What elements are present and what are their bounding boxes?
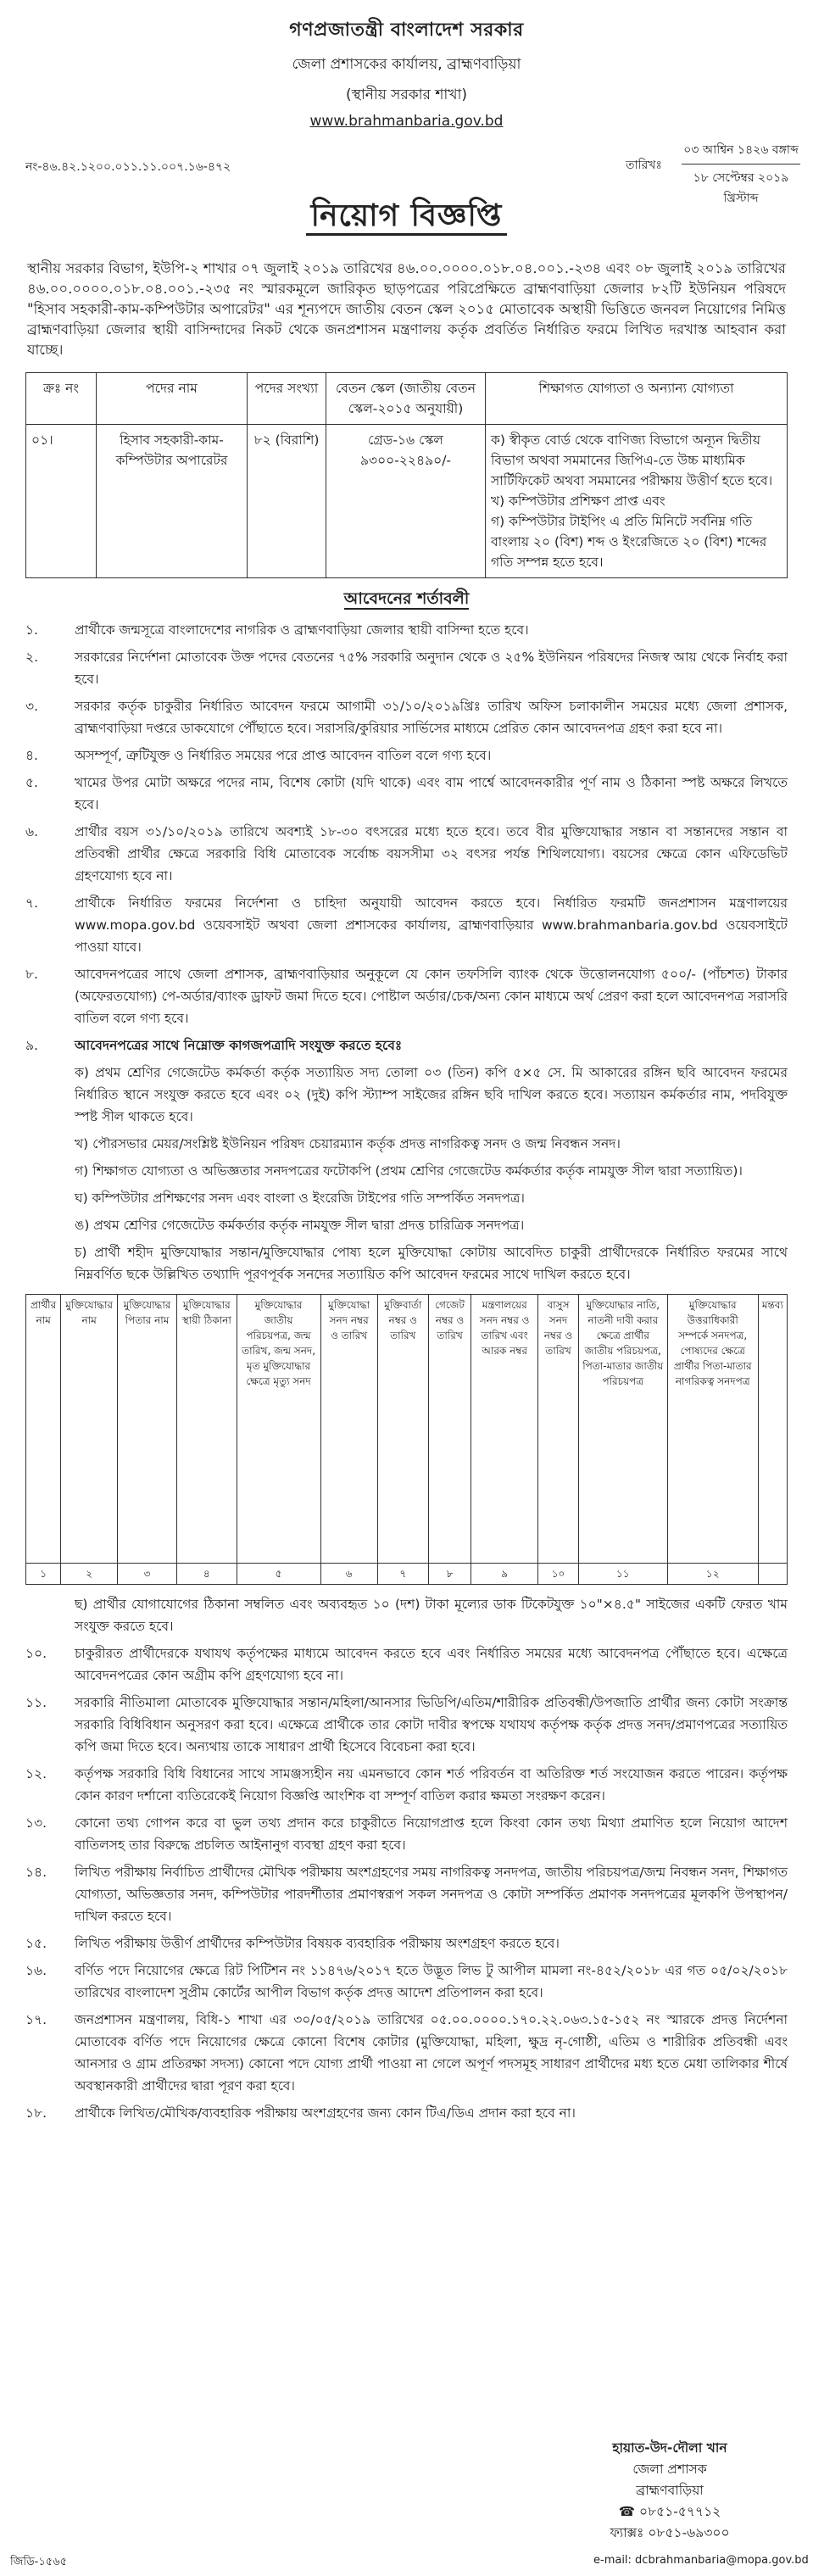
condition-item: ৮. আবেদনপত্রের সাথে জেলা প্রশাসক, ব্রাহ্মণবাড়িয়ার অনুকূলে যে কোন তফসিলি ব্যাংক থেকে উত্তোলনযোগ্য ৫০০/- (পাঁচশত) টাকার (অফেরতযোগ্য) পে-অর্ডার/ব্যাংক ড্রাফট জমা দিতে হবে। পোষ্টাল অর্ডার/চেক/অন্য কোন মাধ্যমে অর্থ প্রেরণ করা হলে আবেদনপত্র সরাসরি বাতিল বলে গণ্য হবে। — [25, 967, 788, 1026]
quota-num: ৭ — [377, 1564, 428, 1585]
quota-num: ১২ — [667, 1564, 758, 1585]
office-website-link[interactable]: www.brahmanbaria.gov.bd — [309, 113, 504, 130]
fax-number: ফ্যাক্সঃ ০৮৫১-৬৯৩০০ — [610, 2525, 730, 2540]
serial-cell: ০১। — [26, 425, 97, 578]
memo-row — [25, 137, 799, 205]
memo-number: নং-৪৬.৪২.১২০০.০১১.১১.০০৭.১৬-৪৭২ — [25, 160, 231, 174]
condition-item: ৫. খামের উপর মোটা অক্ষরে পদের নাম, বিশেষ কোটা (যদি থাকে) এবং বাম পার্শ্বে আবেদনকারীর পূর্ণ নাম ও ঠিকানা স্পষ্ট অক্ষরে লিখতে হবে। — [25, 775, 788, 812]
quota-col: মুক্তিযোদ্ধার নাম — [61, 1295, 118, 1564]
quota-col: বাসুস সনদ নম্বর ও তারিখ — [538, 1295, 579, 1564]
condition-item: ১৬. বর্ণিত পদে নিয়োগের ক্ষেত্রে রিট পিটিশন নং ১১৪৭৬/২০১৭ হতে উদ্ভূত লিভ টু আপীল মামলা নং-৪৫২/২০১৮ এর গত ০৫/০২/২০১৮ তারিখের বাংলাদেশ সুপ্রীম কোর্টের আপীল বিভাগ কর্তৃক প্রদত্ত আদেশ প্রতিপালন করা হবে। — [25, 1963, 788, 2000]
attachment-item: চ) প্রার্থী শহীদ মুক্তিযোদ্ধার সন্তান/মুক্তিযোদ্ধার পোষ্য হলে মুক্তিযোদ্ধা কোটায় আবেদিত চাকুরী প্রার্থীদেরকে নির্ধারিত ফরমের সাথে নিম্নবর্ণিত ছকে উল্লিখিত তথ্যাদি পূরণপূর্বক সনদের সত্যায়িত কপি আবেদন ফরমের সাথে দাখিল করতে হবে। — [75, 1245, 788, 1282]
quota-num: ১১ — [578, 1564, 667, 1585]
scale-cell: গ্রেড-১৬ স্কেল ৯৩০০-২২৪৯০/- — [326, 425, 486, 578]
quota-num-empty — [758, 1564, 787, 1585]
count-cell: ৮২ (বিরাশি) — [248, 425, 326, 578]
quota-num: ৯ — [471, 1564, 538, 1585]
signatory-name: হায়াত-উদ-দৌলা খান — [612, 2440, 727, 2456]
office-name: জেলা প্রশাসকের কার্যালয়, ব্রাহ্মণবাড়িয়া — [292, 56, 521, 73]
condition-item: ১৪. লিখিত পরীক্ষায় নির্বাচিত প্রার্থীদের মৌখিক পরীক্ষায় অংশগ্রহণের সময় নাগরিকত্ব সনদপত্র, জাতীয় পরিচয়পত্র/জন্ম নিবন্ধন সনদ, শিক্ষাগত যোগ্যতা, অভিজ্ঞতার সনদ, কম্পিউটার পারদর্শীতার প্রমাণস্বরূপ সকল সনদপত্র ও কোটা সম্পর্কিত প্রমাণক সনদপত্রের মূলকপি উপস্থাপন/দাখিল করতে হবে। — [25, 1865, 788, 1924]
quota-col: মুক্তিযোদ্ধা সনদ নম্বর ও তারিখ — [320, 1295, 377, 1564]
qualification-b: খ) কম্পিউটার প্রশিক্ষণ প্রাপ্ত এবং — [491, 493, 665, 509]
date-bangla: ০৩ আশ্বিন ১৪২৬ বঙ্গাব্দ — [682, 137, 800, 164]
quota-num: ১০ — [538, 1564, 579, 1585]
condition-item: ২. সরকারের নির্দেশনা মোতাবেক উক্ত পদের বেতনের ৭৫% সরকারি অনুদান থেকে ও ২৫% ইউনিয়ন পরিষদের নিজস্ব আয় থেকে নির্বাহ করা হবে। — [25, 650, 788, 687]
attachment-item: ঘ) কম্পিউটার প্রশিক্ষণের সনদ এবং বাংলা ও ইংরেজি টাইপের গতি সম্পর্কিত সনদপত্র। — [75, 1190, 525, 1206]
quota-col: মুক্তিযোদ্ধার স্থায়ী ঠিকানা — [177, 1295, 237, 1564]
quota-col: মুক্তিযোদ্ধার উত্তরাধিকারী সম্পর্কে সনদপত্র, পোষ্যদের ক্ষেত্রে প্রার্থীর পিতা-মাতার নাগরিকত্ব সনদপত্র — [667, 1295, 758, 1564]
vacancy-table-header — [26, 373, 788, 425]
quota-col: মুক্তিযোদ্ধার জাতীয় পরিচয়পত্র, জন্ম তারিখ, জন্ম সনদ, মৃত মুক্তিযোদ্ধার ক্ষেত্রে মৃত্যু সনদ — [237, 1295, 320, 1564]
branch-name: (স্থানীয় সরকার শাখা) — [345, 86, 468, 103]
quota-num: ১ — [26, 1564, 61, 1585]
quota-col: মন্তব্য — [758, 1295, 787, 1564]
attachment-item: ঙ) প্রথম শ্রেণির গেজেটেড কর্মকর্তার কর্তৃক নামযুক্ত সীল দ্বারা প্রদত্ত চারিত্রিক সনদপত্র। — [75, 1218, 525, 1233]
date-english: ১৮ সেপ্টেম্বর ২০১৯ খ্রিস্টাব্দ — [693, 171, 789, 205]
quota-col: মন্ত্রণালয়ের সনদ নম্বর ও তারিখ এবং আরক নম্বর — [471, 1295, 538, 1564]
condition-item: ১৫. লিখিত পরীক্ষায় উত্তীর্ণ প্রার্থীদের কম্পিউটার বিষয়ক ব্যবহারিক পরীক্ষায় অংশগ্রহণ করতে হবে। — [25, 1936, 560, 1951]
freedom-fighter-quota-table — [25, 1294, 788, 1585]
quota-number-row — [26, 1564, 788, 1585]
qualification-c: গ) কম্পিউটার টাইপিং এ প্রতি মিনিটে সর্বনিম্ন গতি বাংলায় ২০ (বিশ) শব্দ ও ইংরেজিতে ২০ (বিশ) শব্দের গতি সম্পন্ন হতে হবে। — [491, 514, 767, 570]
condition-item: ১০. চাকুরীরত প্রার্থীদেরকে যথাযথ কর্তৃপক্ষের মাধ্যমে আবেদন করতে হবে এবং নির্ধারিত সময়ের মধ্যে আবেদনপত্র পৌঁছাতে হবে। এক্ষেত্রে আবেদনপত্রের কোন অগ্রীম কপি গ্রহণযোগ্য হবে না। — [25, 1646, 788, 1683]
phone-number: ☎ ০৮৫১-৫৭৭১২ — [618, 2504, 721, 2519]
condition-item: ১. প্রার্থীকে জন্মসূত্রে বাংলাদেশের নাগরিক ও ব্রাহ্মণবাড়িয়া জেলার স্থায়ী বাসিন্দা হতে হবে। — [25, 622, 529, 638]
attachment-item: ক) প্রথম শ্রেণির গেজেটেড কর্মকর্তা কর্তৃক সত্যায়িত সদ্য তোলা ০৩ (তিন) কপি ৫×৫ সে. মি আকারের রঙ্গিন ছবি আবেদন ফরমের নির্ধারিত স্থানে সংযুক্ত করতে হবে এবং ০২ (দুই) কপি স্ট্যাম্প সাইজের রঙ্গিন ছবি দাখিল করতে হবে। সত্যায়ন কর্মকর্তার নাম, পদবিযুক্ত স্পষ্ট সীল থাকতে হবে। — [75, 1065, 788, 1124]
date-box — [682, 137, 800, 212]
col-qualification: শিক্ষাগত যোগ্যতা ও অন্যান্য যোগ্যতা — [486, 373, 788, 425]
condition-item: ১৮. প্রার্থীকে লিখিত/মৌখিক/ব্যবহারিক পরীক্ষায় অংশগ্রহণের জন্য কোন টিএ/ডিএ প্রদান করা হবে না। — [25, 2105, 576, 2121]
vacancy-table — [25, 372, 788, 578]
quota-num: ৫ — [237, 1564, 320, 1585]
condition-item: ৬. প্রার্থীর বয়স ৩১/১০/২০১৯ তারিখে অবশ্যই ১৮-৩০ বৎসরের মধ্যে হতে হবে। তবে বীর মুক্তিযোদ্ধার সন্তান বা সন্তানদের সন্তান বা প্রতিবন্ধী প্রার্থীর ক্ষেত্রে সরকারি বিধি মোতাবেক সর্বোচ্চ বয়সসীমা ৩২ বৎসর পর্যন্ত শিথিলযোগ্য। বয়সের ক্ষেত্রে কোন এফিডেভিট গ্রহণযোগ্য হবে না। — [25, 824, 788, 884]
quota-col: মুক্তিযোদ্ধার নাতি, নাতনী দাবী করার ক্ষেত্রে প্রার্থীর জাতীয় পরিচয়পত্র, পিতা-মাতার জাতীয় পরিচয়পত্র — [578, 1295, 667, 1564]
quota-col: মুক্তিবার্তা নম্বর ও তারিখ — [377, 1295, 428, 1564]
vacancy-row — [26, 425, 788, 578]
conditions-title: আবেদনের শর্তাবলী — [343, 589, 470, 608]
qualification-cell — [486, 425, 788, 578]
qualification-a: ক) স্বীকৃত বোর্ড থেকে বাণিজ্য বিভাগে অন্যূন দ্বিতীয় বিভাগ অথবা সমমানের জিপিএ-তে উচ্চ মাধ্যমিক সার্টিফিকেট অথবা সমমানের পরীক্ষায় উত্তীর্ণ হতে হবে। — [491, 432, 773, 488]
notice-title: নিয়োগ বিজ্ঞপ্তি — [0, 192, 813, 243]
col-serial: ক্রঃ নং — [26, 373, 97, 425]
govt-title: গণপ্রজাতন্ত্রী বাংলাদেশ সরকার — [289, 20, 524, 41]
col-count: পদের সংখ্যা — [248, 373, 326, 425]
quota-col: প্রার্থীর নাম — [26, 1295, 61, 1564]
condition-item: ১৭. জনপ্রশাসন মন্ত্রণালয়, বিধি-১ শাখা এর ৩০/০৫/২০১৯ তারিখের ০৫.০০.০০০০.১৭০.২২.০৬৩.১৫-১৫২ নং স্মারকে প্রদত্ত নির্দেশনা মোতাবেক বর্ণিত পদে নিয়োগের ক্ষেত্রে কোনো বিশেষ কোটার (মুক্তিযোদ্ধা, মহিলা, ক্ষুদ্র নৃ-গোষ্ঠী, এতিম ও শারীরিক প্রতিবন্ধী এবং আনসার ও গ্রাম প্রতিরক্ষা সদস্য) কোনো পদে যোগ্য প্রার্থী পাওয়া না গেলে অপূর্ণ পদসমূহ সাধারণ প্রার্থীদের মধ্য হতে মেধা তালিকার শীর্ষে অবস্থানকারী প্রার্থীদের দ্বারা পূরণ করা হবে। — [25, 2012, 788, 2094]
condition-item: ৪. অসম্পূর্ণ, ত্রুটিযুক্ত ও নির্ধারিত সময়ের পরে প্রাপ্ত আবেদন বাতিল বলে গণ্য হবে। — [25, 748, 492, 763]
col-post: পদের নাম — [97, 373, 248, 425]
attachment-item: ছ) প্রার্থীর যোগাযোগের ঠিকানা সম্বলিত এবং অব্যবহৃত ১০ (দশ) টাকা মূল্যের ডাক টিকেটযুক্ত ১০"×৪.৫" সাইজের একটি ফেরত খাম সংযুক্ত করতে হবে। — [75, 1597, 788, 1634]
attachment-item: গ) শিক্ষাগত যোগ্যতা ও অভিজ্ঞতার সনদপত্রের ফটোকপি (প্রথম শ্রেণির গেজেটেড কর্মকর্তার কর্তৃক নামযুক্ত সীল দ্বারা সত্যায়িত)। — [75, 1163, 743, 1179]
attachments-heading: আবেদনপত্রের সাথে নিম্নোক্ত কাগজপত্রাদি সংযুক্ত করতে হবেঃ — [75, 1038, 403, 1053]
col-scale: বেতন স্কেল (জাতীয় বেতন স্কেল-২০১৫ অনুযায়ী) — [326, 373, 486, 425]
email-address[interactable]: e-mail: dcbrahmanbaria@mopa.gov.bd — [593, 2554, 809, 2567]
quota-col: গেজেট নম্বর ও তারিখ — [428, 1295, 471, 1564]
condition-item: ৩. সরকার কর্তৃক চাকুরীর নির্ধারিত আবেদন ফরমে আগামী ৩১/১০/২০১৯খ্রিঃ তারিখ অফিস চলাকালীন সময়ের মধ্যে জেলা প্রশাসক, ব্রাহ্মণবাড়িয়া দপ্তরে ডাকযোগে পৌঁছাতে হবে। সরাসরি/কুরিয়ার সার্ভিসের মাধ্যমে প্রেরিত কোন আবেদনপত্র গ্রহণ করা হবে না। — [25, 699, 788, 736]
quota-num: ৬ — [320, 1564, 377, 1585]
date-label: তারিখঃ — [626, 159, 662, 172]
quota-num: ২ — [61, 1564, 118, 1585]
condition-item: ১৩. কোনো তথ্য গোপন করে বা ভুল তথ্য প্রদান করে চাকুরীতে নিয়োগপ্রাপ্ত হলে কিংবা কোন তথ্য মিথ্যা প্রমাণিত হলে নিয়োগ আদেশ বাতিলসহ তার বিরুদ্ধে প্রচলিত আইনানুগ ব্যবস্থা গ্রহণ করা হবে। — [25, 1815, 788, 1853]
signature-block — [543, 2438, 797, 2544]
gd-code: জিডি-১৫৬৫ — [10, 2556, 68, 2568]
post-cell: হিসাব সহকারী-কাম-কম্পিউটার অপারেটর — [97, 425, 248, 578]
quota-num: ৩ — [118, 1564, 177, 1585]
conditions-list — [25, 619, 788, 2124]
quota-num: ৮ — [428, 1564, 471, 1585]
quota-col: মুক্তিযোদ্ধার পিতার নাম — [118, 1295, 177, 1564]
condition-item: ১১. সরকারি নীতিমালা মোতাবেক মুক্তিযোদ্ধার সন্তান/মহিলা/আনসার ভিডিপি/এতিম/শারীরিক প্রতিবন্ধী/উপজাতি প্রার্থীর জন্য কোটা সংক্রান্ত সরকারি বিধিবিধান অনুসরণ করা হবে। এক্ষেত্রে প্রার্থীকে তার কোটা দাবীর স্বপক্ষে যথাযথ কর্তৃপক্ষ কর্তৃক প্রদত্ত সনদ/প্রমাণপত্রের সত্যায়িত কপি জমা দিতে হবে। অন্যথায় তাকে সাধারণ প্রার্থী হিসেবে বিবেচনা করা হবে। — [25, 1695, 788, 1754]
intro-paragraph: স্থানীয় সরকার বিভাগ, ইউপি-২ শাখার ০৭ জুলাই ২০১৯ তারিখের ৪৬.০০.০০০০.০১৮.০৪.০০১.-২৩৪ এবং ০৮ জুলাই ২০১৯ তারিখের ৪৬.০০.০০০০.০১৮.০৪.০০১.-২৩৫ নং স্মারকমূলে জারিকৃত ছাড়পত্রের পরিপ্রেক্ষিতে ব্রাহ্মণবাড়িয়া জেলার ৮২টি ইউনিয়ন পরিষদে "হিসাব সহকারী-কাম-কম্পিউটার অপারেটর" এর শূন্যপদে জাতীয় বেতন স্কেল ২০১৫ মোতাবেক অস্থায়ী ভিত্তিতে জনবল নিয়োগের নিমিত্ত ব্রাহ্মণবাড়িয়া জেলার স্থায়ী বাসিন্দাদের নিকট থেকে জনপ্রশাসন মন্ত্রণালয় কর্তৃক প্রবর্তিত নির্ধারিত ফরমে লিখিত দরখাস্ত আহবান করা যাচ্ছে। — [27, 260, 786, 358]
attachment-item: খ) পৌরসভার মেয়র/সংশ্লিষ্ট ইউনিয়ন পরিষদ চেয়ারম্যান কর্তৃক প্রদত্ত নাগরিকত্ব সনদ ও জন্ম নিবন্ধন সনদ। — [75, 1136, 621, 1151]
condition-item: ৯. আবেদনপত্রের সাথে নিম্নোক্ত কাগজপত্রাদি সংযুক্ত করতে হবেঃ ক) প্রথম শ্রেণির গেজেটেড কর্মকর্তা কর্তৃক সত্যায়িত সদ্য তোলা ০৩ (তিন) কপি ৫×৫ সে. মি আকারের রঙ্গিন ছবি আবেদন ফরমের নির্ধারিত স্থানে সংযুক্ত করতে হবে এবং ০২ (দুই) কপি স্ট্যাম্প সাইজের রঙ্গিন ছবি দাখিল করতে হবে। সত্যায়ন কর্মকর্তার নাম, পদবিযুক্ত স্পষ্ট সীল থাকতে হবে। খ) পৌরসভার মেয়র/সংশ্লিষ্ট ইউনিয়ন পরিষদ চেয়ারম্যান কর্তৃক প্রদত্ত নাগরিকত্ব সনদ ও জন্ম নিবন্ধন সনদ। গ) শিক্ষাগত যোগ্যতা ও অভিজ্ঞতার সনদপত্রের ফটোকপি (প্রথম শ্রেণির গেজেটেড কর্মকর্তার কর্তৃক নামযুক্ত সীল দ্বারা সত্যায়িত)। ঘ) কম্পিউটার প্রশিক্ষণের সনদ এবং বাংলা ও ইংরেজি টাইপের গতি সম্পর্কিত সনদপত্র। ঙ) প্রথম শ্রেণির গেজেটেড কর্মকর্তার কর্তৃক নামযুক্ত সীল দ্বারা প্রদত্ত চারিত্রিক সনদপত্র। চ) প্রার্থী শহীদ মুক্তিযোদ্ধার সন্তান/মুক্তিযোদ্ধার পোষ্য হলে মুক্তিযোদ্ধা কোটায় আবেদিত চাকুরী প্রার্থীদেরকে নির্ধারিত ফরমের সাথে নিম্নবর্ণিত ছকে উল্লিখিত তথ্যাদি পূরণপূর্বক সনদের সত্যায়িত কপি আবেদন ফরমের সাথে দাখিল করতে হবে। — [25, 1034, 788, 1285]
condition-item: ৭. প্রার্থীকে নির্ধারিত ফরমের নির্দেশনা ও চাহিদা অনুযায়ী আবেদন করতে হবে। নির্ধারিত ফরমটি জনপ্রশাসন মন্ত্রণালয়ের www.mopa.gov.bd ওয়েবসাইট অথবা জেলা প্রশাসকের কার্যালয়, ব্রাহ্মণবাড়িয়ার www.brahmanbaria.gov.bd ওয়েবসাইটে পাওয়া যাবে। — [25, 895, 788, 955]
signatory-designation: জেলা প্রশাসক — [632, 2462, 707, 2477]
signatory-place: ব্রাহ্মণবাড়িয়া — [636, 2483, 704, 2498]
quota-num: ৪ — [177, 1564, 237, 1585]
quota-table-header — [26, 1295, 788, 1564]
condition-item: ১২. কর্তৃপক্ষ সরকারি বিধি বিধানের সাথে সামঞ্জস্যহীন নয় এমনভাবে কোন শর্ত পরিবর্তন বা অতিরিক্ত শর্ত সংযোজন করতে পারেন। কর্তৃপক্ষ কোন কারণ দর্শানো ব্যতিরেকেই নিয়োগ বিজ্ঞপ্তি আংশিক বা সম্পূর্ণ বাতিল করার ক্ষমতা সংরক্ষণ করেন। — [25, 1766, 788, 1804]
letterhead — [0, 0, 813, 130]
